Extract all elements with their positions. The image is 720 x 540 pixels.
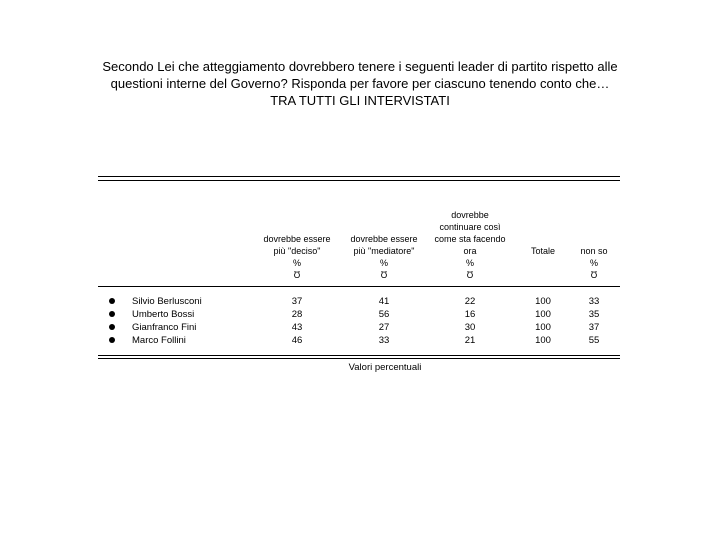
header-symbol: Ʊ: [380, 270, 388, 280]
leader-name: Umberto Bossi: [132, 309, 195, 320]
value-cell: 41: [378, 296, 390, 307]
header-unit: %: [589, 258, 598, 268]
header-symbol: Ʊ: [466, 270, 474, 280]
footer-note: Valori percentuali: [348, 362, 422, 373]
value-cell: 21: [464, 335, 476, 346]
bullet-icon: [109, 337, 115, 343]
value-cell: 56: [378, 309, 390, 320]
header-line: come sta facendo: [434, 234, 506, 244]
header-line: Totale: [530, 246, 556, 256]
title-line-3: TRA TUTTI GLI INTERVISTATI: [270, 93, 450, 108]
title-line-2: questioni interne del Governo? Risponda per favore per ciascuno tenendo conto che…: [110, 76, 610, 91]
header-line: continuare così: [439, 222, 501, 232]
question-title: [40, 58, 680, 109]
column-header-deciso: [247, 233, 347, 281]
value-cell: 16: [464, 309, 476, 320]
value-cell: 27: [378, 322, 390, 333]
header-line: ora: [463, 246, 477, 256]
value-cell: 33: [378, 335, 390, 346]
title-line-1: Secondo Lei che atteggiamento dovrebbero tenere i seguenti leader di partito rispetto alle: [102, 59, 618, 74]
header-line: più "deciso": [273, 246, 321, 256]
value-cell: 28: [291, 309, 303, 320]
bullet-icon: [109, 324, 115, 330]
leader-name: Gianfranco Fini: [132, 322, 197, 333]
value-cell: 37: [588, 322, 600, 333]
header-symbol: Ʊ: [590, 270, 598, 280]
header-line: dovrebbe essere: [263, 234, 331, 244]
header-unit: %: [465, 258, 474, 268]
value-cell: 33: [588, 296, 600, 307]
header-line: non so: [580, 246, 608, 256]
leader-name: Marco Follini: [132, 335, 186, 346]
value-cell: 37: [291, 296, 303, 307]
table-header-rule: [98, 286, 620, 287]
column-header-non-so: [564, 245, 624, 281]
value-cell: 100: [535, 322, 551, 333]
value-cell: 55: [588, 335, 600, 346]
value-cell: 22: [464, 296, 476, 307]
column-header-mediatore: [334, 233, 434, 281]
column-header-continuare: [420, 209, 520, 281]
bullet-icon: [109, 311, 115, 317]
value-cell: 30: [464, 322, 476, 333]
header-line: più "mediatore": [353, 246, 415, 256]
header-unit: %: [292, 258, 301, 268]
value-cell: 35: [588, 309, 600, 320]
table-top-rule: [98, 176, 620, 181]
value-cell: 100: [535, 296, 551, 307]
header-line: dovrebbe: [451, 210, 489, 220]
value-cell: 46: [291, 335, 303, 346]
bullet-icon: [109, 298, 115, 304]
value-cell: 43: [291, 322, 303, 333]
table-bottom-rule: [98, 355, 620, 359]
leader-name: Silvio Berlusconi: [132, 296, 202, 307]
header-line: dovrebbe essere: [350, 234, 418, 244]
header-unit: %: [379, 258, 388, 268]
value-cell: 100: [535, 335, 551, 346]
header-symbol: Ʊ: [293, 270, 301, 280]
value-cell: 100: [535, 309, 551, 320]
